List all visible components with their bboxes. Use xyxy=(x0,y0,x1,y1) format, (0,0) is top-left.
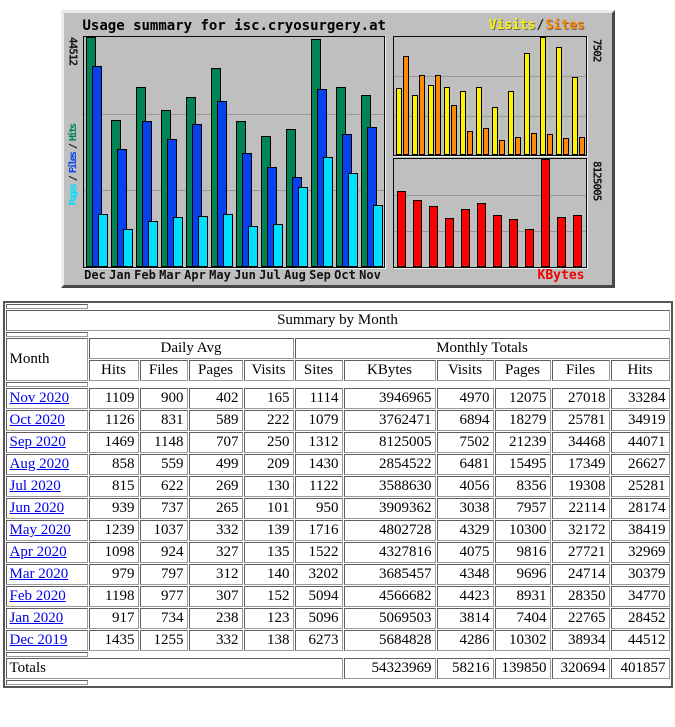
kbytes-bar xyxy=(541,159,550,267)
month-cell xyxy=(6,410,88,431)
metric-cell: 979 xyxy=(89,564,139,585)
visits-bar xyxy=(540,37,546,155)
pages-bar xyxy=(198,216,208,267)
month-axis-labels xyxy=(83,268,383,282)
metric-cell: 8931 xyxy=(495,586,551,607)
month-axis-label: Jun xyxy=(234,268,256,282)
pages-bar xyxy=(373,205,383,267)
spacer-cell xyxy=(6,680,88,685)
month-link[interactable]: May 2020 xyxy=(9,522,71,538)
column-header: Files xyxy=(552,360,610,381)
metric-cell: 135 xyxy=(244,542,294,563)
metric-cell: 1098 xyxy=(89,542,139,563)
metric-cell: 950 xyxy=(295,498,343,519)
axis-label-segment: Hits xyxy=(67,125,79,142)
month-link[interactable]: Nov 2020 xyxy=(9,390,70,406)
kbytes-bar xyxy=(413,200,422,267)
metric-cell: 1435 xyxy=(89,630,139,651)
sites-bar xyxy=(547,134,553,155)
sites-bar xyxy=(467,131,473,155)
sites-bar xyxy=(403,56,409,155)
pages-bar xyxy=(223,214,233,267)
metric-cell: 4970 xyxy=(437,388,494,409)
metric-cell: 1522 xyxy=(295,542,343,563)
visits-bar xyxy=(476,87,482,155)
metric-cell: 1255 xyxy=(140,630,188,651)
metric-cell: 152 xyxy=(244,586,294,607)
metric-cell: 3946965 xyxy=(344,388,436,409)
month-link[interactable]: Mar 2020 xyxy=(9,566,69,582)
month-link[interactable]: Jun 2020 xyxy=(9,500,65,516)
month-cell xyxy=(6,564,88,585)
table-row xyxy=(6,608,670,629)
visits-bar xyxy=(444,87,450,155)
column-header: Visits xyxy=(437,360,494,381)
metric-cell: 25781 xyxy=(552,410,610,431)
spacer-row xyxy=(6,304,670,309)
metric-cell: 312 xyxy=(189,564,243,585)
visits-bar xyxy=(396,88,402,155)
sites-bar xyxy=(499,140,505,155)
metric-cell: 858 xyxy=(89,454,139,475)
kbytes-axis-label: KBytes xyxy=(537,268,585,283)
visits-bar xyxy=(428,85,434,155)
table-row xyxy=(6,388,670,409)
kbytes-bar xyxy=(573,215,582,267)
month-link[interactable]: Jul 2020 xyxy=(9,478,61,494)
metric-cell: 10300 xyxy=(495,520,551,541)
metric-cell: 7957 xyxy=(495,498,551,519)
spacer-cell xyxy=(6,304,88,309)
metric-cell: 139 xyxy=(244,520,294,541)
table-row xyxy=(6,586,670,607)
month-cell xyxy=(6,432,88,453)
metric-cell: 327 xyxy=(189,542,243,563)
visits-bar xyxy=(572,77,578,155)
metric-cell: 924 xyxy=(140,542,188,563)
month-axis-label: Oct xyxy=(334,268,356,282)
chart-legend xyxy=(393,18,585,33)
metric-cell: 3588630 xyxy=(344,476,436,497)
pages-bar xyxy=(173,217,183,267)
total-cell: 58216 xyxy=(437,658,494,679)
metric-cell: 5684828 xyxy=(344,630,436,651)
group-header-row xyxy=(6,338,670,359)
left-axis-max-label: 44512 xyxy=(66,37,80,66)
metric-cell: 44512 xyxy=(611,630,670,651)
metric-cell: 7404 xyxy=(495,608,551,629)
metric-cell: 8356 xyxy=(495,476,551,497)
spacer-cell xyxy=(6,382,88,387)
table-row xyxy=(6,520,670,541)
column-header: Hits xyxy=(611,360,670,381)
metric-cell: 3814 xyxy=(437,608,494,629)
metric-cell: 6273 xyxy=(295,630,343,651)
metric-cell: 4566682 xyxy=(344,586,436,607)
month-axis-label: Feb xyxy=(134,268,156,282)
metric-cell: 22765 xyxy=(552,608,610,629)
column-header: Visits xyxy=(244,360,294,381)
month-cell xyxy=(6,542,88,563)
sites-bar xyxy=(515,137,521,155)
metric-cell: 27721 xyxy=(552,542,610,563)
metric-cell: 130 xyxy=(244,476,294,497)
metric-cell: 1198 xyxy=(89,586,139,607)
month-cell xyxy=(6,586,88,607)
metric-cell: 5094 xyxy=(295,586,343,607)
kbytes-axis-max-label: 8125005 xyxy=(590,161,604,201)
visits-sites-plot xyxy=(393,36,587,156)
metric-cell: 138 xyxy=(244,630,294,651)
column-header: Sites xyxy=(295,360,343,381)
metric-cell: 1079 xyxy=(295,410,343,431)
kbytes-bar xyxy=(429,206,438,267)
metric-cell: 238 xyxy=(189,608,243,629)
metric-cell: 1469 xyxy=(89,432,139,453)
metric-cell: 589 xyxy=(189,410,243,431)
metric-cell: 3038 xyxy=(437,498,494,519)
month-axis-label: Mar xyxy=(159,268,181,282)
metric-cell: 32969 xyxy=(611,542,670,563)
month-cell xyxy=(6,520,88,541)
metric-cell: 2854522 xyxy=(344,454,436,475)
kbytes-bar xyxy=(445,218,454,267)
daily-avg-group-header: Daily Avg xyxy=(89,338,294,359)
pages-bar xyxy=(98,214,108,267)
metric-cell: 4802728 xyxy=(344,520,436,541)
metric-cell: 265 xyxy=(189,498,243,519)
metric-cell: 34770 xyxy=(611,586,670,607)
legend-separator: / xyxy=(536,18,545,33)
metric-cell: 165 xyxy=(244,388,294,409)
metric-cell: 1126 xyxy=(89,410,139,431)
metric-cell: 44071 xyxy=(611,432,670,453)
spacer-cell xyxy=(6,332,88,337)
metric-cell: 34919 xyxy=(611,410,670,431)
column-header: Pages xyxy=(189,360,243,381)
month-link[interactable]: Feb 2020 xyxy=(9,588,66,604)
kbytes-bar xyxy=(397,191,406,267)
metric-cell: 307 xyxy=(189,586,243,607)
metric-cell: 4286 xyxy=(437,630,494,651)
metric-cell: 831 xyxy=(140,410,188,431)
metric-cell: 209 xyxy=(244,454,294,475)
metric-cell: 8125005 xyxy=(344,432,436,453)
spacer-row xyxy=(6,680,670,685)
metric-cell: 101 xyxy=(244,498,294,519)
visits-bar xyxy=(508,91,514,155)
totals-row xyxy=(6,658,670,679)
metric-cell: 939 xyxy=(89,498,139,519)
metric-cell: 19308 xyxy=(552,476,610,497)
kbytes-bar xyxy=(477,203,486,267)
table-title: Summary by Month xyxy=(6,310,670,331)
metric-cell: 332 xyxy=(189,520,243,541)
metric-cell: 269 xyxy=(189,476,243,497)
metric-cell: 17349 xyxy=(552,454,610,475)
pages-bar xyxy=(348,173,358,267)
metric-cell: 1430 xyxy=(295,454,343,475)
month-link[interactable]: Dec 2019 xyxy=(9,632,68,648)
metric-cell: 3685457 xyxy=(344,564,436,585)
kbytes-bar xyxy=(509,219,518,267)
kbytes-bar xyxy=(525,229,534,267)
metric-cell: 4423 xyxy=(437,586,494,607)
metric-cell: 27018 xyxy=(552,388,610,409)
sites-bar xyxy=(579,137,585,155)
metric-cell: 707 xyxy=(189,432,243,453)
metric-cell: 1239 xyxy=(89,520,139,541)
month-axis-label: May xyxy=(209,268,231,282)
metric-cell: 4348 xyxy=(437,564,494,585)
column-header: KBytes xyxy=(344,360,436,381)
month-axis-label: Jul xyxy=(259,268,281,282)
sites-bar xyxy=(435,75,441,155)
metric-cell: 15495 xyxy=(495,454,551,475)
sites-bar xyxy=(451,105,457,155)
column-header-row xyxy=(6,360,670,381)
metric-cell: 38934 xyxy=(552,630,610,651)
table-row xyxy=(6,498,670,519)
month-axis-label: Apr xyxy=(184,268,206,282)
webalizer-page xyxy=(0,10,675,688)
metric-cell: 32172 xyxy=(552,520,610,541)
visits-axis-max-label: 7502 xyxy=(590,39,604,62)
gridline xyxy=(394,195,586,196)
month-link[interactable]: Apr 2020 xyxy=(9,544,67,560)
table-row xyxy=(6,432,670,453)
table-title-row xyxy=(6,310,670,331)
left-axis-series-label xyxy=(68,125,79,205)
kbytes-bar xyxy=(557,217,566,267)
summary-by-month-table xyxy=(3,301,673,688)
metric-cell: 12075 xyxy=(495,388,551,409)
visits-bar xyxy=(460,91,466,155)
total-cell: 54323969 xyxy=(344,658,436,679)
pages-bar xyxy=(123,229,133,267)
kbytes-bar xyxy=(493,215,502,267)
metric-cell: 900 xyxy=(140,388,188,409)
metric-cell: 250 xyxy=(244,432,294,453)
table-row xyxy=(6,410,670,431)
metric-cell: 24714 xyxy=(552,564,610,585)
metric-cell: 734 xyxy=(140,608,188,629)
metric-cell: 222 xyxy=(244,410,294,431)
metric-cell: 28452 xyxy=(611,608,670,629)
metric-cell: 737 xyxy=(140,498,188,519)
metric-cell: 28350 xyxy=(552,586,610,607)
spacer-row xyxy=(6,382,670,387)
month-link[interactable]: Jan 2020 xyxy=(9,610,64,626)
total-cell: 401857 xyxy=(611,658,670,679)
visits-bar xyxy=(492,107,498,155)
axis-label-segment: / xyxy=(67,173,79,186)
monthly-totals-group-header: Monthly Totals xyxy=(295,338,670,359)
metric-cell: 622 xyxy=(140,476,188,497)
column-header: Files xyxy=(140,360,188,381)
metric-cell: 28174 xyxy=(611,498,670,519)
metric-cell: 499 xyxy=(189,454,243,475)
metric-cell: 9696 xyxy=(495,564,551,585)
metric-cell: 34468 xyxy=(552,432,610,453)
chart-title: Usage summary for isc.cryosurgery.at xyxy=(82,18,386,34)
month-cell xyxy=(6,476,88,497)
metric-cell: 402 xyxy=(189,388,243,409)
metric-cell: 1114 xyxy=(295,388,343,409)
metric-cell: 6894 xyxy=(437,410,494,431)
metric-cell: 4329 xyxy=(437,520,494,541)
pages-bar xyxy=(298,187,308,267)
metric-cell: 3909362 xyxy=(344,498,436,519)
metric-cell: 815 xyxy=(89,476,139,497)
metric-cell: 7502 xyxy=(437,432,494,453)
month-cell xyxy=(6,630,88,651)
axis-label-segment: / xyxy=(67,141,79,154)
metric-cell: 1109 xyxy=(89,388,139,409)
metric-cell: 30379 xyxy=(611,564,670,585)
month-cell xyxy=(6,608,88,629)
column-header: Pages xyxy=(495,360,551,381)
column-header: Hits xyxy=(89,360,139,381)
usage-graph xyxy=(61,10,615,288)
sites-bar xyxy=(563,138,569,155)
pages-bar xyxy=(148,221,158,267)
metric-cell: 4075 xyxy=(437,542,494,563)
spacer-row xyxy=(6,652,670,657)
pages-bar xyxy=(248,226,258,267)
axis-label-segment: Pages xyxy=(67,185,79,206)
month-link[interactable]: Oct 2020 xyxy=(9,412,65,428)
metric-cell: 5069503 xyxy=(344,608,436,629)
metric-cell: 1312 xyxy=(295,432,343,453)
legend-visits-label: Visits xyxy=(488,18,536,33)
month-cell xyxy=(6,388,88,409)
metric-cell: 1716 xyxy=(295,520,343,541)
metric-cell: 977 xyxy=(140,586,188,607)
hits-files-pages-plot xyxy=(83,36,385,268)
metric-cell: 4056 xyxy=(437,476,494,497)
metric-cell: 33284 xyxy=(611,388,670,409)
metric-cell: 26627 xyxy=(611,454,670,475)
metric-cell: 123 xyxy=(244,608,294,629)
table-row xyxy=(6,454,670,475)
table-row xyxy=(6,476,670,497)
table-row xyxy=(6,564,670,585)
spacer-row xyxy=(6,332,670,337)
metric-cell: 140 xyxy=(244,564,294,585)
legend-sites-label: Sites xyxy=(545,18,585,33)
metric-cell: 6481 xyxy=(437,454,494,475)
metric-cell: 3202 xyxy=(295,564,343,585)
total-cell: 139850 xyxy=(495,658,551,679)
metric-cell: 9816 xyxy=(495,542,551,563)
pages-bar xyxy=(323,157,333,267)
visits-bar xyxy=(524,53,530,155)
metric-cell: 18279 xyxy=(495,410,551,431)
sites-bar xyxy=(531,133,537,155)
visits-bar xyxy=(556,47,562,155)
metric-cell: 1148 xyxy=(140,432,188,453)
metric-cell: 38419 xyxy=(611,520,670,541)
metric-cell: 1037 xyxy=(140,520,188,541)
month-axis-label: Aug xyxy=(284,268,306,282)
table-row xyxy=(6,542,670,563)
metric-cell: 917 xyxy=(89,608,139,629)
month-link[interactable]: Sep 2020 xyxy=(9,434,66,450)
kbytes-plot xyxy=(393,158,587,268)
axis-label-segment: Files xyxy=(67,153,79,174)
metric-cell: 21239 xyxy=(495,432,551,453)
metric-cell: 797 xyxy=(140,564,188,585)
metric-cell: 25281 xyxy=(611,476,670,497)
month-axis-label: Sep xyxy=(309,268,331,282)
spacer-cell xyxy=(6,652,88,657)
total-cell: 320694 xyxy=(552,658,610,679)
metric-cell: 559 xyxy=(140,454,188,475)
sites-bar xyxy=(419,75,425,155)
pages-bar xyxy=(273,224,283,267)
kbytes-bar xyxy=(461,209,470,267)
metric-cell: 4327816 xyxy=(344,542,436,563)
metric-cell: 5096 xyxy=(295,608,343,629)
month-axis-label: Dec xyxy=(84,268,106,282)
metric-cell: 10302 xyxy=(495,630,551,651)
month-cell xyxy=(6,454,88,475)
month-link[interactable]: Aug 2020 xyxy=(9,456,70,472)
metric-cell: 22114 xyxy=(552,498,610,519)
table-row xyxy=(6,630,670,651)
month-axis-label: Nov xyxy=(359,268,381,282)
metric-cell: 1122 xyxy=(295,476,343,497)
metric-cell: 3762471 xyxy=(344,410,436,431)
totals-label: Totals xyxy=(6,658,343,679)
month-cell xyxy=(6,498,88,519)
month-column-header: Month xyxy=(6,338,88,381)
month-axis-label: Jan xyxy=(109,268,131,282)
visits-bar xyxy=(412,95,418,155)
sites-bar xyxy=(483,128,489,155)
metric-cell: 332 xyxy=(189,630,243,651)
